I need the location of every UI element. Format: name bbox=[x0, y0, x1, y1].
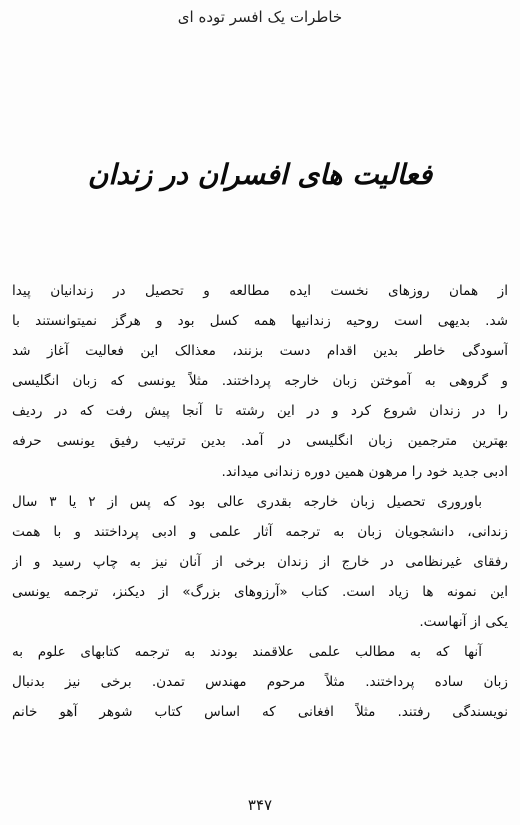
paragraph-1-line-3: آسودگی خاطر بدین اقدام دست بزنند، معذالک این فعالیت آغاز شد bbox=[12, 343, 508, 360]
paragraph-2-line-1: باوروری تحصیل زبان خارجه بقدری عالی بود که پس از ۲ یا ۳ سال bbox=[12, 493, 483, 510]
paragraph-1-line-7: ادبی جدید خود را مرهون همین دوره زندانی میداند. bbox=[221, 463, 508, 480]
paragraph-2-line-4: این نمونه ها زیاد است. کتاب «آرزوهای بزرگ» از دیکنز، ترجمه یونسی bbox=[12, 583, 508, 600]
paragraph-3-line-1: آنها که به مطالب علمی علاقمند بودند به ترجمه کتابهای علوم به bbox=[12, 644, 482, 661]
paragraph-1-line-6: بهترین مترجمین زبان انگلیسی در آمد. بدین ترتیب رفیق یونسی حرفه bbox=[12, 433, 508, 450]
paragraph-3-line-3: نویسندگی رفتند. مثلاً افغانی که اساس کتاب شوهر آهو خانم bbox=[12, 704, 508, 721]
paragraph-2-line-5: یکی از آنهاست. bbox=[419, 614, 508, 631]
running-header: خاطرات یک افسر توده ای bbox=[177, 8, 343, 26]
page-number: ۳۴۷ bbox=[247, 796, 273, 814]
paragraph-1-line-1: از همان روزهای نخست ایده مطالعه و تحصیل در زندانیان پیدا bbox=[12, 283, 508, 299]
body-text bbox=[12, 276, 508, 727]
paragraph-2-line-2: زندانی، دانشجویان زبان به ترجمه آثار علمی و ادبی پرداختند و با همت bbox=[12, 523, 508, 540]
paragraph-1-line-5: را در زندان شروع کرد و در این رشته تا آنجا پیش رفت که در ردیف bbox=[12, 403, 508, 420]
paragraph-1-line-2: شد. بدیهی است روحیه زندانیها همه کسل بود و هرگز نمیتوانستند با bbox=[12, 313, 508, 330]
paragraph-1-line-4: و گروهی به آموختن زبان خارجه پرداختند. مثلاً یونسی که زبان انگلیسی bbox=[12, 373, 508, 390]
paragraph-3-line-2: زبان ساده پرداختند. مثلاً مرحوم مهندس تمدن. برخی نیز بدنبال bbox=[12, 674, 508, 691]
paragraph-2-line-3: رفقای غیرنظامی در خارج از زندان برخی از آنان نیز به چاپ رسید و از bbox=[12, 553, 508, 570]
chapter-title: فعالیت های افسران در زندان bbox=[87, 158, 433, 191]
